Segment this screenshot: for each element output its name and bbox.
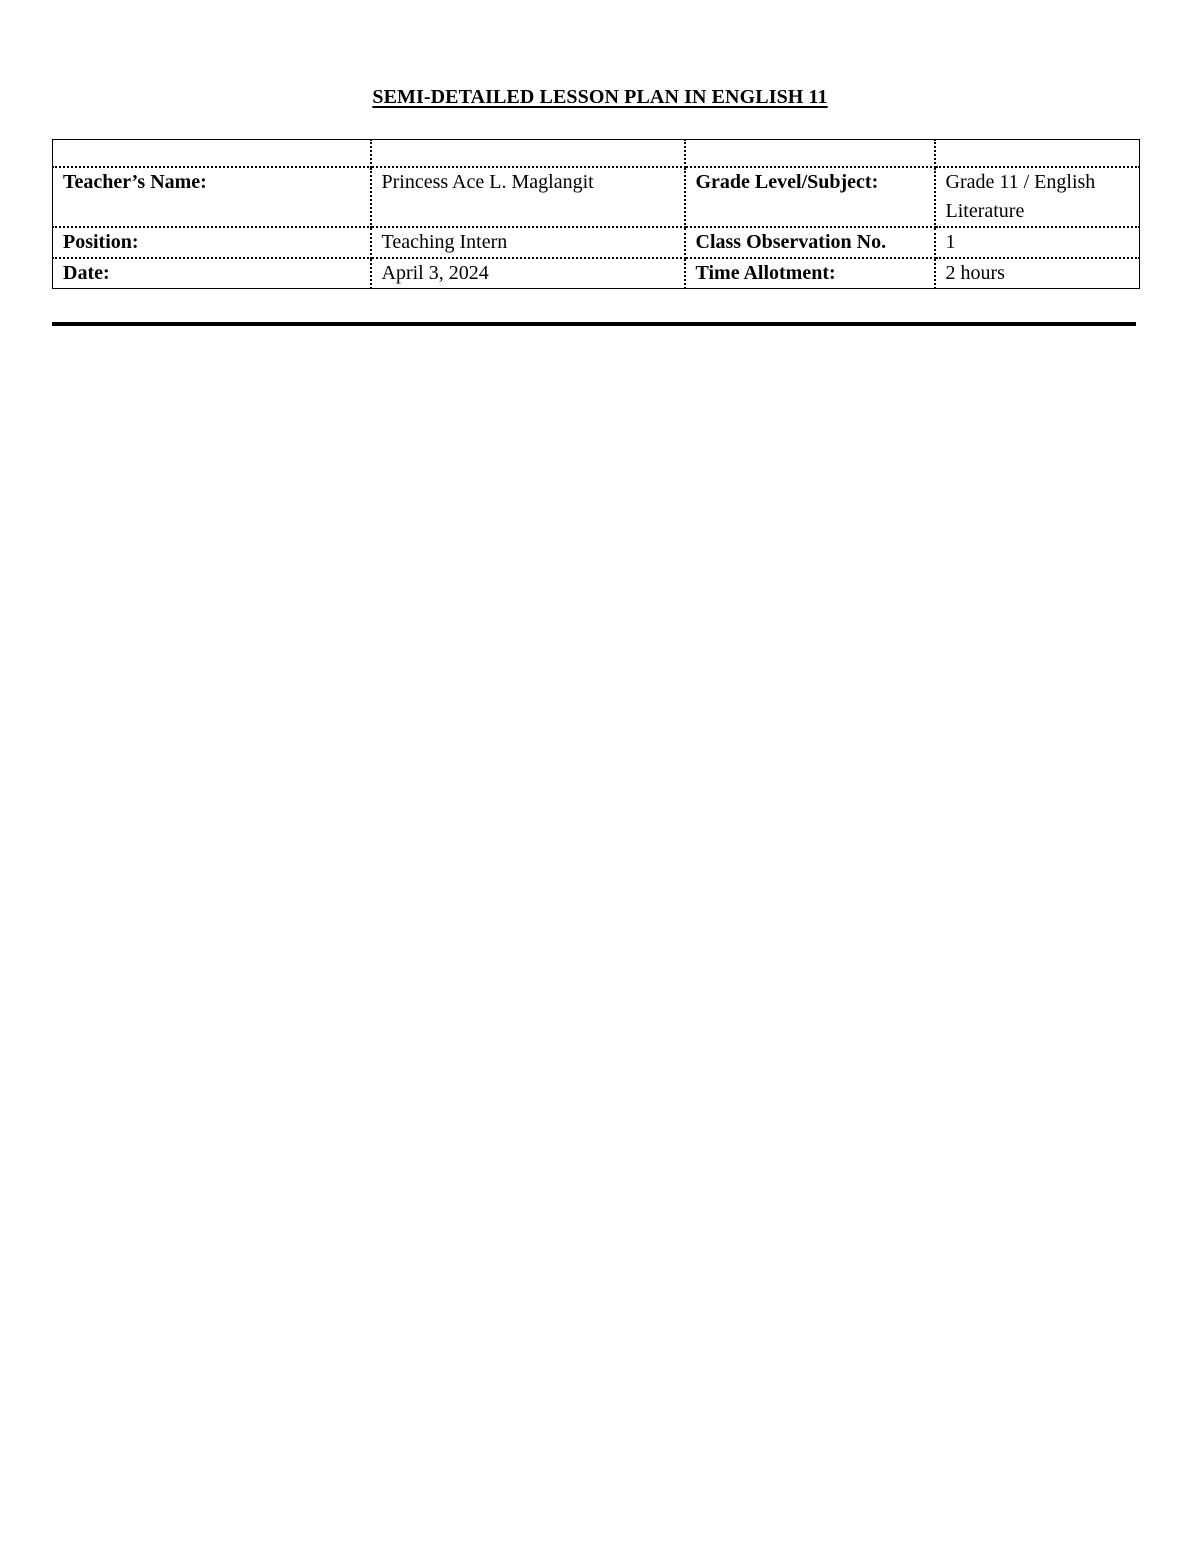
blank-cell — [53, 140, 371, 168]
position-value: Teaching Intern — [371, 227, 685, 258]
date-value: April 3, 2024 — [371, 258, 685, 289]
blank-cell — [685, 140, 935, 168]
teacher-name-value: Princess Ace L. Maglangit — [371, 167, 685, 227]
position-label: Position: — [53, 227, 371, 258]
date-label: Date: — [53, 258, 371, 289]
grade-level-label: Grade Level/Subject: — [685, 167, 935, 227]
page-title: SEMI-DETAILED LESSON PLAN IN ENGLISH 11 — [372, 86, 828, 108]
table-row-date — [53, 258, 1140, 289]
table-row-teacher — [53, 167, 1140, 227]
lesson-info-table — [52, 139, 1140, 289]
time-allotment-label: Time Allotment: — [685, 258, 935, 289]
blank-cell — [371, 140, 685, 168]
blank-cell — [935, 140, 1140, 168]
grade-level-value: Grade 11 / English Literature — [935, 167, 1140, 227]
observation-number-value: 1 — [935, 227, 1140, 258]
teacher-name-label: Teacher’s Name: — [53, 167, 371, 227]
observation-number-label: Class Observation No. — [685, 227, 935, 258]
time-allotment-value: 2 hours — [935, 258, 1140, 289]
table-blank-row — [53, 140, 1140, 168]
table-row-position — [53, 227, 1140, 258]
horizontal-divider — [52, 322, 1136, 326]
